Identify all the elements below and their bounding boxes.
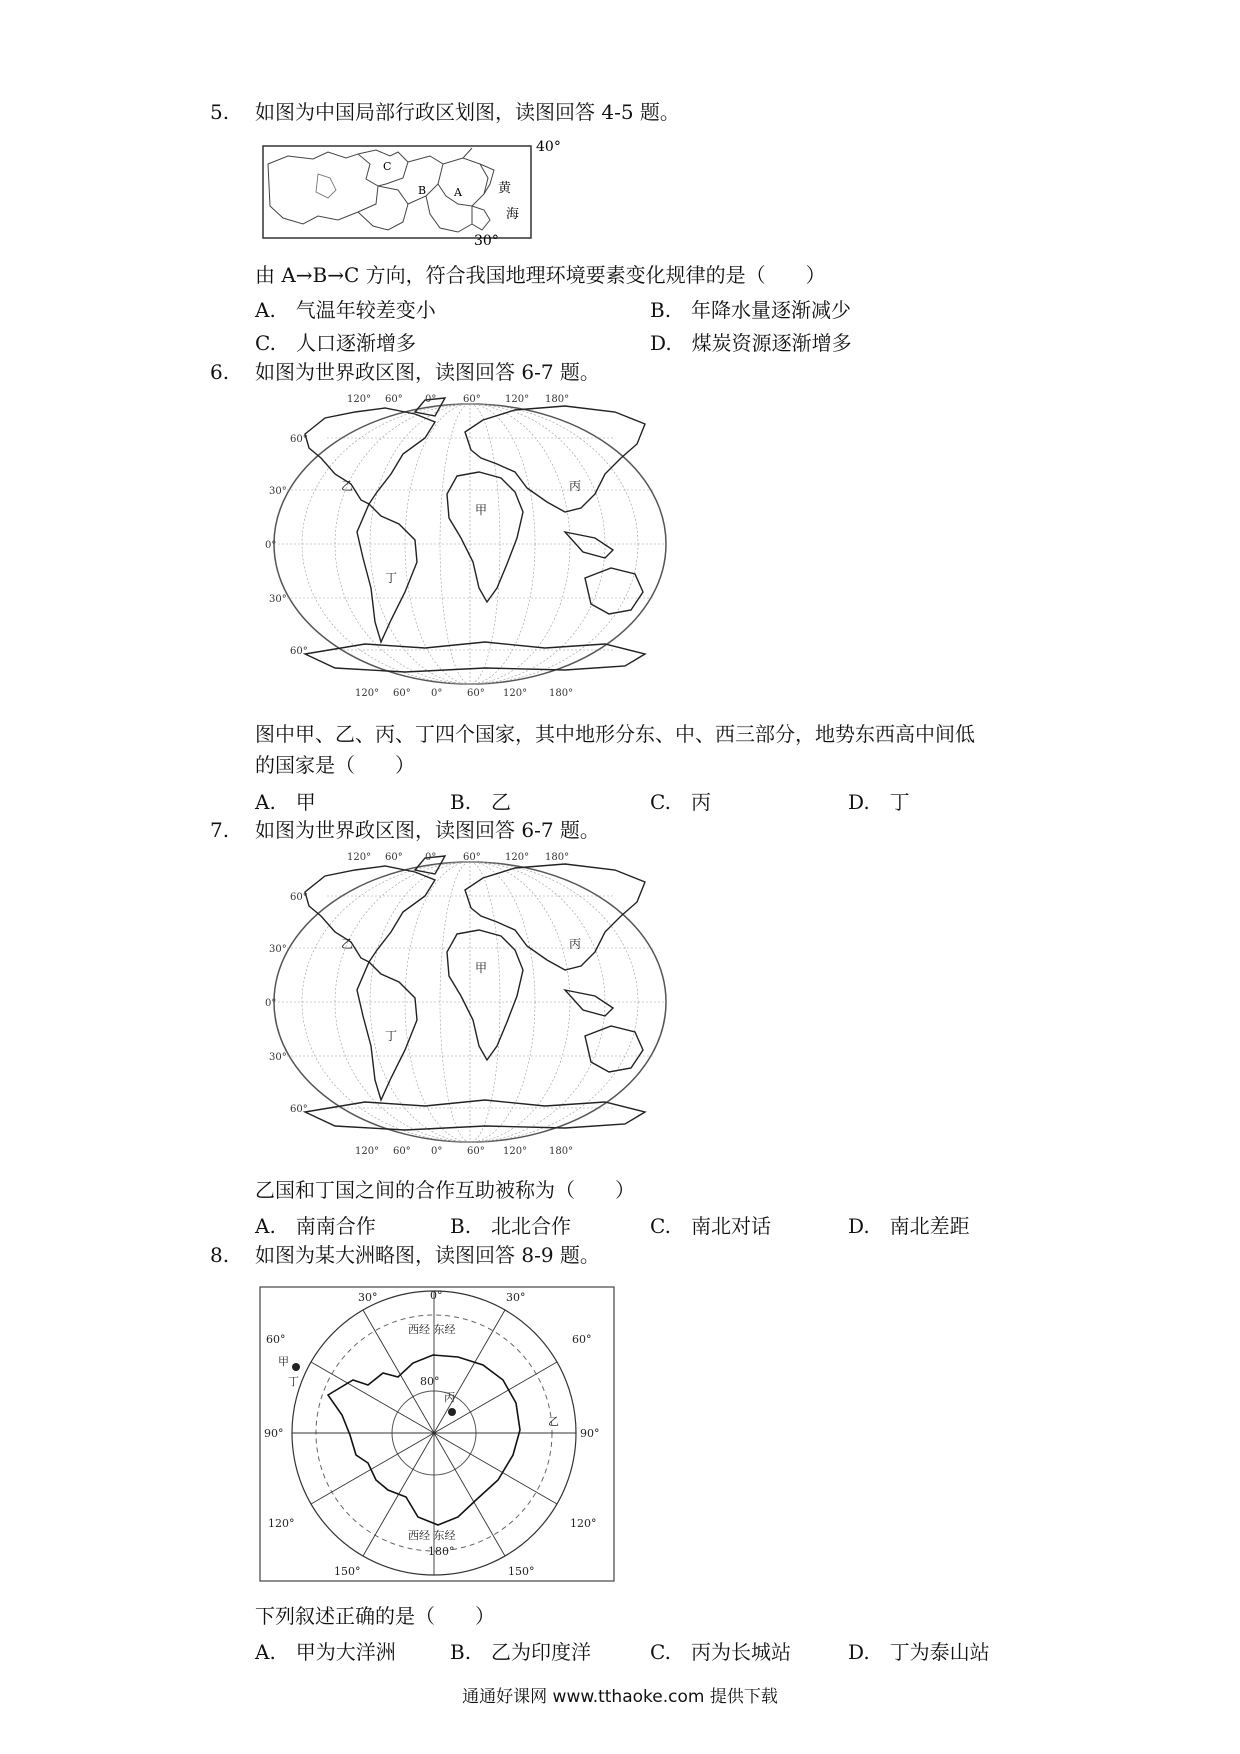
q7-option-d[interactable]: D. 南北差距 [848, 1214, 970, 1238]
page-footer: 通通好课网 www.tthaoke.com 提供下载 [462, 1687, 778, 1707]
lon-60e: 60° [572, 1333, 592, 1346]
lon-0: 0° [430, 1289, 443, 1302]
lon-bottom-5: 120° [503, 688, 528, 699]
lon-top-5: 120° [505, 852, 530, 863]
map-label-a: A [454, 186, 462, 199]
q6-option-d[interactable]: D. 丁 [848, 790, 910, 814]
lon-top-6: 180° [545, 394, 570, 405]
map-label-yi: 乙 [548, 1415, 559, 1428]
lon-180: 180° [428, 1545, 455, 1558]
lon-top-6: 180° [545, 852, 570, 863]
q5-number: 5. [210, 100, 230, 124]
q8-option-b[interactable]: B. 乙为印度洋 [450, 1640, 592, 1664]
map-label-bing: 丙 [444, 1391, 455, 1404]
q5-option-a[interactable]: A. 气温年较差变小 [255, 298, 436, 322]
q6-option-a[interactable]: A. 甲 [255, 790, 316, 814]
lon-top-3: 0° [425, 852, 437, 863]
world-map-q6 [265, 392, 690, 707]
lon-150w: 150° [334, 1565, 361, 1578]
lon-bottom-4: 60° [467, 688, 485, 699]
lon-bottom-2: 60° [393, 688, 411, 699]
map-lat-40: 40° [536, 139, 561, 155]
q8-option-a[interactable]: A. 甲为大洋洲 [255, 1640, 396, 1664]
lon-bottom-3: 0° [431, 1146, 443, 1157]
map-label-b: B [418, 184, 427, 197]
lon-bottom-1: 120° [355, 1146, 380, 1157]
q8-option-c[interactable]: C. 丙为长城站 [650, 1640, 791, 1664]
lon-bottom-2: 60° [393, 1146, 411, 1157]
map-label-ding: 丁 [385, 1029, 398, 1043]
q7-option-b[interactable]: B. 北北合作 [450, 1214, 572, 1238]
lat-60n: 60° [290, 434, 308, 445]
lon-30e: 30° [506, 1291, 526, 1304]
antarctica-map [258, 1285, 618, 1585]
lon-top-4: 60° [463, 852, 481, 863]
lon-90e: 90° [580, 1427, 600, 1440]
q7-option-a[interactable]: A. 南南合作 [255, 1214, 376, 1238]
lon-bottom-6: 180° [549, 1146, 574, 1157]
map-label-sea1: 黄 [498, 181, 512, 196]
q7-number: 7. [210, 818, 230, 842]
lon-bottom-1: 120° [355, 688, 380, 699]
lat-80: 80° [420, 1375, 440, 1388]
lat-0: 0° [265, 540, 277, 551]
lat-30n: 30° [269, 944, 287, 955]
map-label-jia: 甲 [475, 503, 488, 517]
q8-stem: 下列叙述正确的是（ ） [255, 1604, 495, 1628]
q8-intro: 如图为某大洲略图，读图回答 8-9 题。 [255, 1243, 600, 1267]
lat-30n: 30° [269, 486, 287, 497]
lon-120e: 120° [570, 1517, 597, 1530]
map-label-ding: 丁 [385, 571, 398, 585]
q5-option-b[interactable]: B. 年降水量逐渐减少 [650, 298, 852, 322]
q8-number: 8. [210, 1243, 230, 1267]
map-label-c: C [383, 160, 392, 173]
q6-intro: 如图为世界政区图，读图回答 6-7 题。 [255, 360, 600, 384]
lon-90w: 90° [264, 1427, 284, 1440]
ew-label-bottom: 西经 东经 [408, 1529, 456, 1542]
map-lat-30: 30° [474, 233, 499, 249]
q6-stem-line1: 图中甲、乙、丙、丁四个国家，其中地形分东、中、西三部分，地势东西高中间低 [255, 722, 975, 746]
lon-top-3: 0° [425, 394, 437, 405]
q6-stem-line2: 的国家是（ ） [255, 753, 415, 777]
lon-150e: 150° [508, 1565, 535, 1578]
lat-60s: 60° [290, 646, 308, 657]
lon-60w: 60° [266, 1333, 286, 1346]
lon-bottom-4: 60° [467, 1146, 485, 1157]
q5-stem: 由 A→B→C 方向，符合我国地理环境要素变化规律的是（ ） [255, 263, 826, 287]
q6-option-b[interactable]: B. 乙 [450, 790, 512, 814]
map-label-bing: 丙 [569, 479, 582, 493]
q5-intro: 如图为中国局部行政区划图，读图回答 4-5 题。 [255, 100, 680, 124]
lat-30s: 30° [269, 594, 287, 605]
map-label-bing: 丙 [569, 937, 582, 951]
q7-intro: 如图为世界政区图，读图回答 6-7 题。 [255, 818, 600, 842]
map-label-sea2: 海 [506, 207, 520, 222]
lon-bottom-3: 0° [431, 688, 443, 699]
lon-top-1: 120° [347, 852, 372, 863]
map-label-ding: 丁 [288, 1375, 299, 1388]
ew-label-top: 西经 东经 [408, 1323, 456, 1336]
q7-stem: 乙国和丁国之间的合作互助被称为（ ） [255, 1178, 635, 1202]
q6-option-c[interactable]: C. 丙 [650, 790, 711, 814]
lon-top-5: 120° [505, 394, 530, 405]
lat-30s: 30° [269, 1052, 287, 1063]
lon-top-2: 60° [385, 394, 403, 405]
q6-number: 6. [210, 360, 230, 384]
lat-60s: 60° [290, 1104, 308, 1115]
q5-option-c[interactable]: C. 人口逐渐增多 [255, 331, 416, 355]
q7-option-c[interactable]: C. 南北对话 [650, 1214, 771, 1238]
q5-option-d[interactable]: D. 煤炭资源逐渐增多 [650, 331, 852, 355]
china-region-map [258, 134, 561, 249]
lon-top-2: 60° [385, 852, 403, 863]
lon-120w: 120° [268, 1517, 295, 1530]
map-label-jia: 甲 [475, 961, 488, 975]
lat-0: 0° [265, 998, 277, 1009]
world-map-q7 [265, 850, 690, 1165]
lon-top-4: 60° [463, 394, 481, 405]
lon-bottom-5: 120° [503, 1146, 528, 1157]
lon-bottom-6: 180° [549, 688, 574, 699]
map-label-yi: 乙 [341, 479, 354, 493]
lon-30w: 30° [358, 1291, 378, 1304]
q8-option-d[interactable]: D. 丁为泰山站 [848, 1640, 990, 1664]
map-label-jia: 甲 [278, 1355, 289, 1368]
lat-60n: 60° [290, 892, 308, 903]
map-label-yi: 乙 [341, 937, 354, 951]
lon-top-1: 120° [347, 394, 372, 405]
